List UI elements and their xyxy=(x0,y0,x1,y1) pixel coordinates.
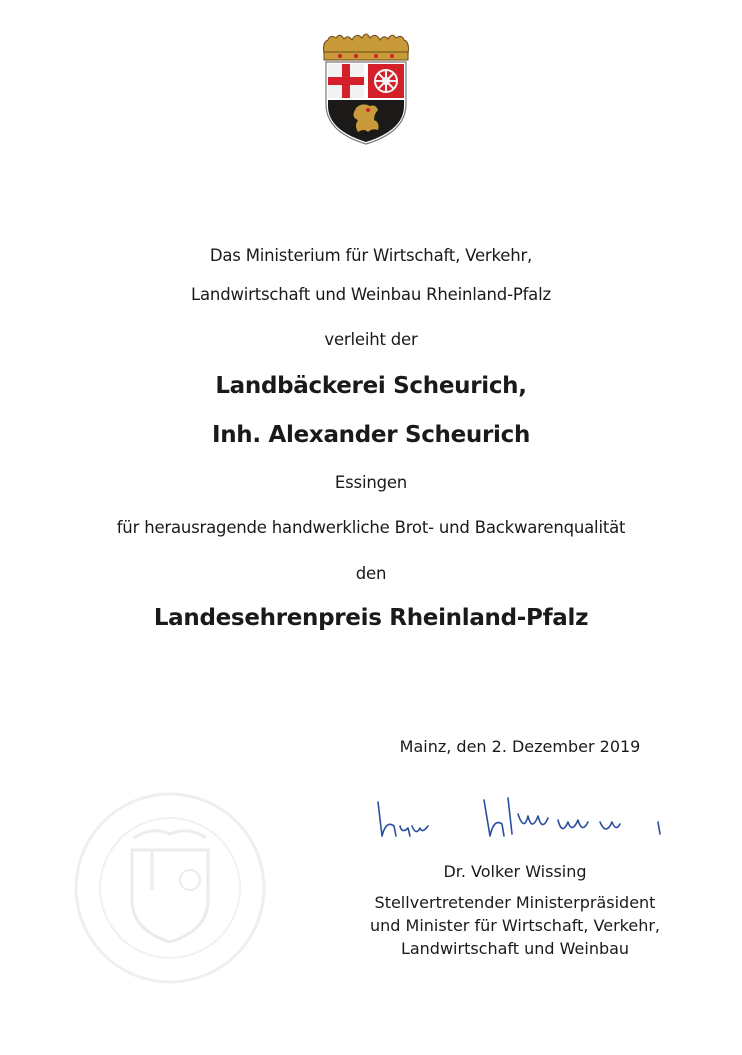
signatory-title-2: und Minister für Wirtschaft, Verkehr, xyxy=(369,916,661,935)
award-title: Landesehrenpreis Rheinland-Pfalz xyxy=(153,605,589,631)
issuer-line-1: Das Ministerium für Wirtschaft, Verkehr, xyxy=(209,246,533,265)
coat-of-arms-icon xyxy=(318,28,414,146)
verb-line: verleiht der xyxy=(324,330,418,349)
award-reason: für herausragende handwerkliche Brot- und Backwarenqualität xyxy=(116,518,626,537)
signatory-title-1: Stellvertretender Ministerpräsident xyxy=(374,893,656,912)
recipient-owner: Inh. Alexander Scheurich xyxy=(211,422,531,448)
place-date: Mainz, den 2. Dezember 2019 xyxy=(399,737,641,756)
embossed-seal-icon xyxy=(72,790,268,986)
article-line: den xyxy=(355,564,387,583)
signatory-block xyxy=(360,860,670,960)
signature-icon xyxy=(372,792,672,844)
signatory-name: Dr. Volker Wissing xyxy=(443,862,587,881)
recipient-place: Essingen xyxy=(334,473,408,492)
signatory-title-3: Landwirtschaft und Weinbau xyxy=(400,939,630,958)
recipient-name: Landbäckerei Scheurich, xyxy=(215,373,527,399)
issuer-line-2: Landwirtschaft und Weinbau Rheinland-Pfalz xyxy=(191,285,551,304)
